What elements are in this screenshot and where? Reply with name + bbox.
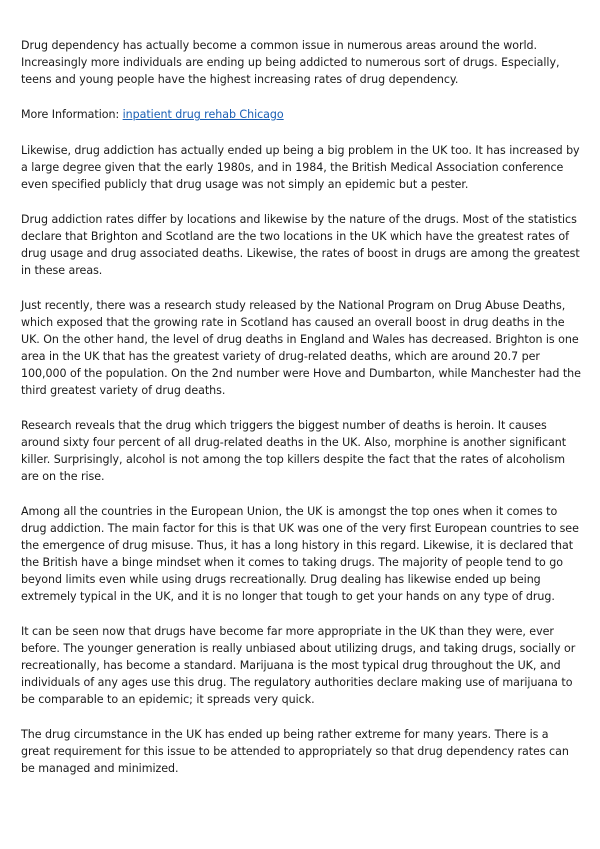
paragraph-younger-generation: It can be seen now that drugs have become far more appropriate in the UK than they were, ever before. The younger generation is really unbiased about utilizing drugs, and taking drugs, socially or recreationally, has become a standard. Marijuana is the most typical drug throughout the UK, and individuals of any ages use this drug. The regulatory authorities declare making use of marijuana to be comparable to an epidemic; it spreads very quick. <box>21 625 576 706</box>
paragraph-uk-problem: Likewise, drug addiction has actually ended up being a big problem in the UK too. It has increased by a large degree given that the early 1980s, and in 1984, the British Medical Association conference even specified publicly that drug usage was not simply an epidemic but a pester. <box>21 144 580 191</box>
paragraph-locations: Drug addiction rates differ by locations and likewise by the nature of the drugs. Most of the statistics declare that Brighton and Scotland are the two locations in the UK which have the greatest rates of drug usage and drug associated deaths. Likewise, the rates of boost in drugs are among the greatest in these areas. <box>21 213 580 277</box>
paragraph-european-union: Among all the countries in the European Union, the UK is amongst the top ones when it comes to drug addiction. The main factor for this is that UK was one of the very first European countries to see the emergence of drug misuse. Thus, it has a long history in this regard. Likewise, it is declared that the British have a binge mindset when it comes to taking drugs. The majority of people tend to go beyond limits even while using drugs recreationally. Drug dealing has likewise ended up being extremely typical in the UK, and it is no longer that tough to get your hands on any type of drug. <box>21 505 579 603</box>
paragraph-research-study: Just recently, there was a research study released by the National Program on Drug Abuse Deaths, which exposed that the growing rate in Scotland has caused an overall boost in drug deaths in the UK. On the other hand, the level of drug deaths in England and Wales has decreased. Brighton is one area in the UK that has the greatest variety of drug-related deaths, which are around 20.7 per 100,000 of the population. On the 2nd number were Hove and Dumbarton, while Manchester had the third greatest variety of drug deaths. <box>21 299 581 397</box>
paragraph-intro: Drug dependency has actually become a common issue in numerous areas around the world. Increasingly more individuals are ending up being addicted to numerous sort of drugs. Especially, teens and young people have the highest increasing rates of drug dependency. <box>21 39 560 86</box>
article-body <box>21 37 581 795</box>
more-information-link[interactable]: inpatient drug rehab Chicago <box>122 108 284 121</box>
more-information-label: More Information: <box>21 108 123 121</box>
paragraph-heroin: Research reveals that the drug which triggers the biggest number of deaths is heroin. It causes around sixty four percent of all drug-related deaths in the UK. Also, morphine is another significant killer. Surprisingly, alcohol is not among the top killers despite the fact that the rates of alcoholism are on the rise. <box>21 419 567 483</box>
paragraph-conclusion: The drug circumstance in the UK has ended up being rather extreme for many years. There is a great requirement for this issue to be attended to appropriately so that drug dependency rates can be managed and minimized. <box>21 728 569 775</box>
more-information-line <box>21 106 581 123</box>
